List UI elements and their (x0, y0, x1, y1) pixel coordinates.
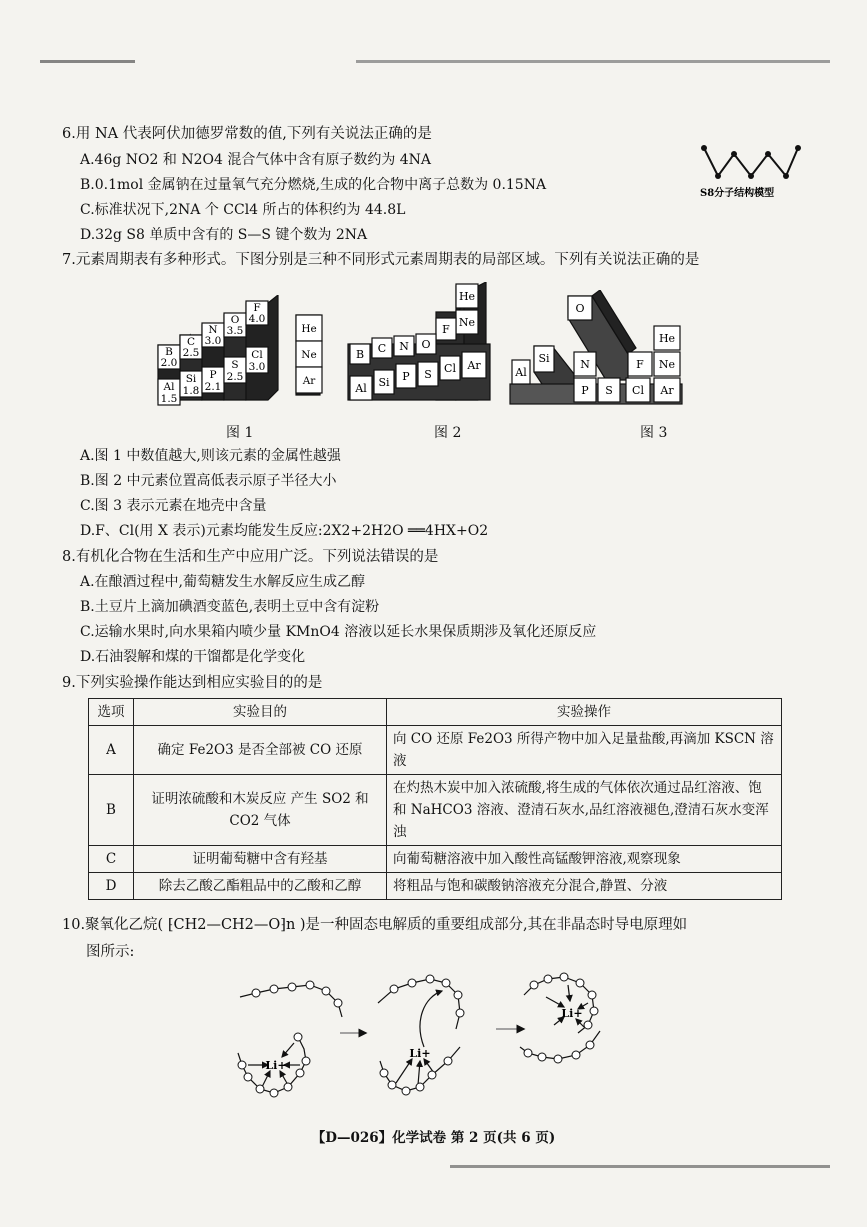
li-ion-label: Li+ (265, 1059, 287, 1072)
fig1-cell-sym: Al (163, 381, 175, 393)
table-row (89, 873, 782, 900)
fig2-label: N (399, 340, 409, 353)
fig3-label: Ne (658, 358, 676, 371)
q7-option-c: C.图 3 表示元素在地壳中含量 (80, 498, 267, 514)
fig3-label: S (605, 384, 613, 397)
row-operation: 向葡萄糖溶液中加入酸性高锰酸钾溶液,观察现象 (387, 846, 782, 873)
q9-stem: 9.下列实验操作能达到相应实验目的的是 (62, 675, 323, 691)
experiment-table (88, 698, 782, 900)
fig3-label: O (575, 302, 585, 315)
bottom-rule (450, 1165, 830, 1168)
fig1-cell-val: 4.0 (248, 313, 266, 325)
fig2-label: F (442, 323, 450, 336)
s8-model-caption: S8分子结构模型 (700, 188, 775, 199)
q6-option-c: C.标准状况下,2NA 个 CCl4 所占的体积约为 44.8L (80, 202, 406, 218)
periodic-figure-2 (346, 282, 496, 407)
fig1-caption: 图 1 (226, 425, 254, 441)
fig2-label: Al (355, 382, 367, 395)
fig2-label: B (355, 348, 365, 361)
row-option: A (89, 726, 134, 775)
table-header-row (89, 699, 782, 726)
fig2-label: Ne (458, 316, 476, 329)
fig1-cell-sym: S (231, 359, 239, 371)
fig2-label: S (424, 368, 432, 381)
row-goal: 证明浓硫酸和木炭反应 产生 SO2 和 CO2 气体 (134, 775, 387, 846)
row-option: D (89, 873, 134, 900)
fig2-label: He (458, 290, 476, 303)
periodic-figure-3 (508, 290, 688, 408)
q10-stem: 10.聚氧化乙烷( ⁅CH2—CH2—O⁆n )是一种固态电解质的重要组成部分,其在非晶态时导电原理如 (62, 917, 688, 933)
fig1-cell-val: 3.0 (204, 335, 222, 347)
q8-option-c: C.运输水果时,向水果箱内喷少量 KMnO4 溶液以延长水果保质期涉及氧化还原反应 (80, 624, 597, 640)
fig1-cell-sym: He (301, 323, 317, 335)
header-operation: 实验操作 (387, 699, 782, 726)
fig1-cell-sym: Ne (301, 349, 317, 361)
row-operation: 向 CO 还原 Fe2O3 所得产物中加入足量盐酸,再滴加 KSCN 溶液 (387, 726, 782, 775)
fig1-cell-sym: O (230, 314, 240, 326)
fig1-cell-sym: F (253, 302, 261, 314)
table-row (89, 775, 782, 846)
q6-option-a: A.46g NO2 和 N2O4 混合气体中含有原子数约为 4NA (80, 152, 432, 168)
periodic-figure-1 (150, 295, 330, 410)
row-goal: 除去乙酸乙酯粗品中的乙酸和乙醇 (134, 873, 387, 900)
fig1-cell-sym: Cl (251, 349, 263, 361)
page-footer: 【D—026】化学试卷 第 2 页(共 6 页) (311, 1130, 556, 1146)
fig1-cell-sym: N (208, 324, 218, 336)
row-option: C (89, 846, 134, 873)
peo-conduction-diagram (228, 965, 628, 1110)
q8-option-d: D.石油裂解和煤的干馏都是化学变化 (80, 649, 306, 665)
fig1-cell-val: 1.8 (182, 385, 200, 397)
header-option: 选项 (89, 699, 134, 726)
fig3-label: P (581, 384, 589, 397)
fig3-label: He (658, 332, 676, 345)
li-ion-label: Li+ (409, 1047, 431, 1060)
fig1-cell-sym: C (186, 336, 196, 348)
fig1-cell-sym: Si (185, 373, 197, 385)
fig3-label: N (580, 358, 590, 371)
q7-option-b: B.图 2 中元素位置高低表示原子半径大小 (80, 473, 337, 489)
fig3-label: Cl (632, 384, 644, 397)
fig1-cell-val: 1.5 (160, 393, 178, 405)
fig3-label: Al (515, 366, 527, 379)
fig2-caption: 图 2 (434, 425, 462, 441)
row-option: B (89, 775, 134, 846)
row-operation: 在灼热木炭中加入浓硫酸,将生成的气体依次通过品红溶液、饱和 NaHCO3 溶液、澄清石灰水,品红溶液褪色,澄清石灰水变浑浊 (387, 775, 782, 846)
fig2-label: C (377, 342, 387, 355)
fig1-cell-val: 3.0 (248, 361, 266, 373)
s8-model-figure (696, 140, 806, 200)
fig1-cell-sym: Ar (302, 375, 316, 387)
fig3-label: Si (538, 352, 550, 365)
fig1-cell-val: 2.1 (204, 381, 222, 393)
q6-option-b: B.0.1mol 金属钠在过量氧气充分燃烧,生成的化合物中离子总数为 0.15NA (80, 177, 547, 193)
row-goal: 确定 Fe2O3 是否全部被 CO 还原 (134, 726, 387, 775)
fig3-caption: 图 3 (640, 425, 668, 441)
fig2-label: P (402, 370, 410, 383)
q10-stem-continued: 图所示: (86, 944, 135, 960)
table-row (89, 846, 782, 873)
top-rule (40, 60, 830, 63)
fig1-cell-val: 2.5 (182, 347, 200, 359)
fig1-cell-val: 2.0 (160, 357, 178, 369)
q8-option-b: B.土豆片上滴加碘酒变蓝色,表明土豆中含有淀粉 (80, 599, 380, 615)
row-goal: 证明葡萄糖中含有羟基 (134, 846, 387, 873)
q7-option-a: A.图 1 中数值越大,则该元素的金属性越强 (80, 448, 341, 464)
fig3-label: Ar (660, 384, 674, 397)
row-operation: 将粗品与饱和碳酸钠溶液充分混合,静置、分液 (387, 873, 782, 900)
fig1-cell-sym: B (165, 346, 173, 358)
q8-option-a: A.在酿酒过程中,葡萄糖发生水解反应生成乙醇 (80, 574, 366, 590)
fig1-cell-val: 3.5 (226, 325, 244, 337)
q6-option-d: D.32g S8 单质中含有的 S—S 键个数为 2NA (80, 227, 368, 243)
table-row (89, 726, 782, 775)
fig1-cell-sym: P (209, 369, 217, 381)
fig2-label: Ar (467, 359, 481, 372)
fig3-label: F (636, 358, 644, 371)
li-ion-label: Li+ (561, 1007, 583, 1020)
q7-option-d: D.F、Cl(用 X 表示)元素均能发生反应:2X2+2H2O ══4HX+O2 (80, 523, 489, 539)
q8-stem: 8.有机化合物在生活和生产中应用广泛。下列说法错误的是 (62, 549, 439, 565)
q6-stem: 6.用 NA 代表阿伏加德罗常数的值,下列有关说法正确的是 (62, 126, 432, 142)
fig1-cell-val: 2.5 (226, 371, 244, 383)
fig2-label: O (421, 338, 431, 351)
fig2-label: Cl (444, 362, 456, 375)
header-goal: 实验目的 (134, 699, 387, 726)
fig2-label: Si (378, 376, 390, 389)
q7-stem: 7.元素周期表有多种形式。下图分别是三种不同形式元素周期表的局部区域。下列有关说法正确的是 (62, 252, 700, 268)
